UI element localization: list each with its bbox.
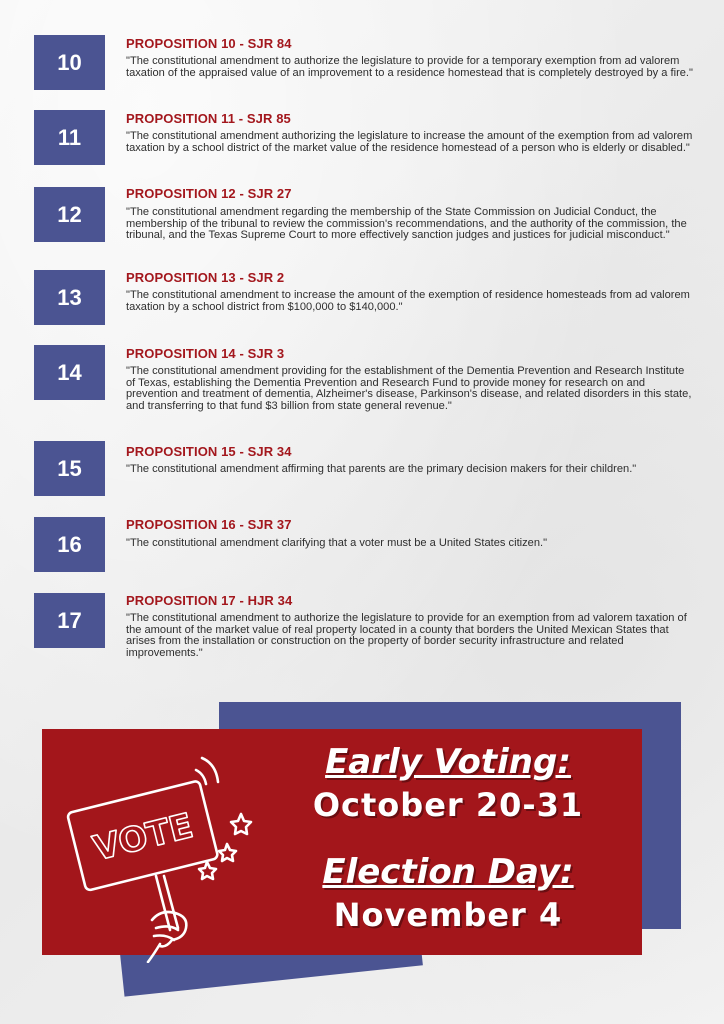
proposition-number: 10 [34,35,105,90]
proposition-title: PROPOSITION 12 - SJR 27 [126,186,292,201]
proposition-text: "The constitutional amendment to authorize the legislature to provide for an exemption from ad valorem taxation of the amount of the market value of real property located in a county that borders the United Mexican States that arises from the installation or construction on the property of border security infrastructure and related improvements." [126,612,687,660]
proposition-title: PROPOSITION 15 - SJR 34 [126,444,292,459]
sign-text: VOTE [89,805,198,870]
proposition-title: PROPOSITION 16 - SJR 37 [126,517,292,532]
proposition-text: "The constitutional amendment to authorize the legislature to provide for a temporary exemption from ad valorem taxation of the appraised value of an improvement to a residence homestead that is completely destroyed by a fire." [126,55,693,79]
proposition-title: PROPOSITION 17 - HJR 34 [126,593,293,608]
proposition-number: 12 [34,187,105,242]
vote-sign-icon [56,748,266,963]
proposition-text: "The constitutional amendment regarding the membership of the State Commission on Judicial Conduct, the membership of the tribunal to review the commission's recommendations, and the authority of the commission, the tribunal, and the Texas Supreme Court to more effectively sanction judges and justices for judicial misconduct." [126,206,687,242]
proposition-text: "The constitutional amendment to increase the amount of the exemption of residence homesteads from ad valorem taxation by a school district from $100,000 to $140,000." [126,289,690,313]
proposition-number: 11 [34,110,105,165]
proposition-title: PROPOSITION 11 - SJR 85 [126,111,291,126]
early-voting-label: Early Voting: [325,742,571,782]
proposition-text: "The constitutional amendment providing for the establishment of the Dementia Prevention and Research Institute of Texas, establishing the Dementia Prevention and Research Fund to provide money for research on and prevention and treatment of dementia, Alzheimer's disease, Parkinson's disease, and related disorders in this state, and transferring to that fund $3 billion from state general revenue." [126,365,692,413]
proposition-text: "The constitutional amendment authorizing the legislature to increase the amount of the exemption from ad valorem taxation by a school district of the market value of the residence homestead of a person who is elderly or disabled." [126,130,693,154]
early-voting-dates: October 20-31 [312,786,584,824]
proposition-title: PROPOSITION 10 - SJR 84 [126,36,292,51]
proposition-title: PROPOSITION 14 - SJR 3 [126,346,285,361]
proposition-number: 14 [34,345,105,400]
proposition-number: 15 [34,441,105,496]
proposition-number: 13 [34,270,105,325]
proposition-number: 17 [34,593,105,648]
election-day-label: Election Day: [322,852,574,892]
proposition-text: "The constitutional amendment clarifying that a voter must be a United States citizen." [126,537,548,549]
election-day-date: November 4 [333,896,563,934]
proposition-text: "The constitutional amendment affirming that parents are the primary decision makers for their children." [126,463,637,475]
proposition-number: 16 [34,517,105,572]
proposition-title: PROPOSITION 13 - SJR 2 [126,270,285,285]
